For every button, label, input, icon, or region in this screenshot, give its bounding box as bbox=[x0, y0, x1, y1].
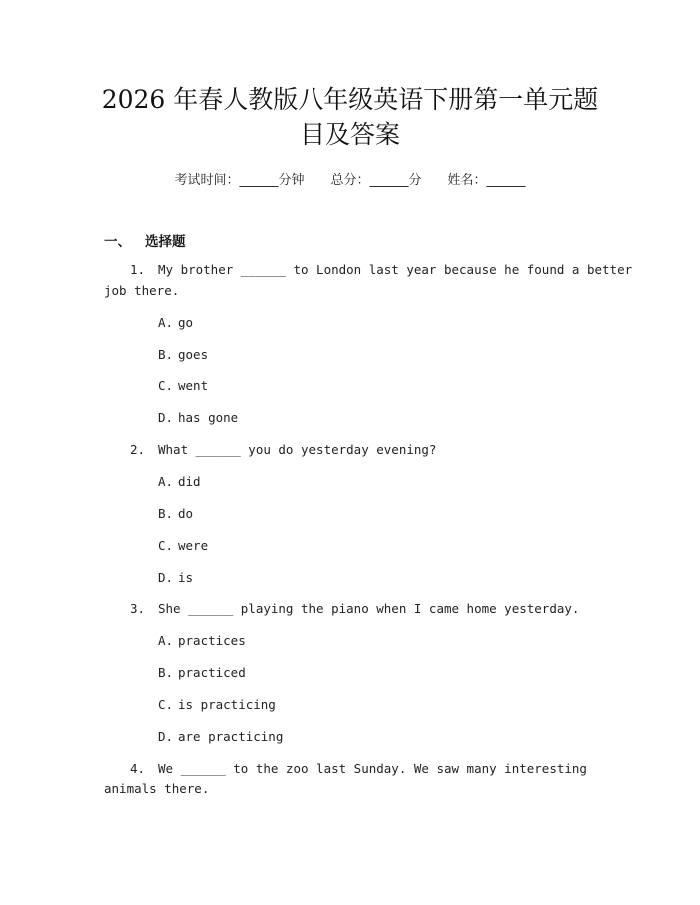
question-2-option-b bbox=[158, 506, 193, 521]
question-3-option-b bbox=[158, 665, 246, 680]
option-text: practices bbox=[178, 633, 246, 648]
question-1-continuation: job there. bbox=[104, 283, 180, 298]
option-text: has gone bbox=[178, 410, 239, 425]
exam-time-label: 考试时间：______分钟 bbox=[174, 173, 305, 188]
question-1 bbox=[130, 262, 632, 277]
question-number: 3. bbox=[130, 601, 146, 616]
question-3-option-c bbox=[158, 697, 276, 712]
question-1-option-b bbox=[158, 347, 208, 362]
question-text: What ______ you do yesterday evening? bbox=[158, 442, 437, 457]
question-3-option-a bbox=[158, 633, 246, 648]
option-letter: A. bbox=[158, 315, 174, 330]
document-title-line-2: 目及答案 bbox=[299, 120, 400, 149]
option-letter: D. bbox=[158, 570, 174, 585]
section-title: 选择题 bbox=[145, 234, 186, 250]
section-number: 一、 bbox=[104, 234, 131, 250]
question-text: My brother ______ to London last year because he found a better bbox=[158, 262, 633, 277]
question-number: 1. bbox=[130, 262, 146, 277]
question-1-option-d bbox=[158, 410, 238, 425]
question-3 bbox=[130, 601, 579, 616]
option-text: practiced bbox=[178, 665, 246, 680]
option-letter: D. bbox=[158, 410, 174, 425]
option-letter: B. bbox=[158, 347, 174, 362]
question-2-option-d bbox=[158, 570, 193, 585]
question-2 bbox=[130, 442, 436, 457]
option-letter: B. bbox=[158, 665, 174, 680]
exam-meta bbox=[0, 169, 700, 188]
question-number: 4. bbox=[130, 761, 146, 776]
option-letter: A. bbox=[158, 474, 174, 489]
option-text: did bbox=[178, 474, 201, 489]
question-1-option-c bbox=[158, 378, 208, 393]
question-2-option-a bbox=[158, 474, 201, 489]
exam-score-label: 总分：______分 bbox=[330, 173, 422, 188]
option-letter: C. bbox=[158, 538, 174, 553]
option-text: goes bbox=[178, 347, 209, 362]
question-4 bbox=[130, 761, 587, 776]
option-letter: A. bbox=[158, 633, 174, 648]
question-1-option-a bbox=[158, 315, 193, 330]
section-heading bbox=[104, 230, 186, 250]
option-text: went bbox=[178, 378, 209, 393]
option-text: go bbox=[178, 315, 194, 330]
exam-name-label: 姓名：______ bbox=[447, 173, 526, 188]
option-text: were bbox=[178, 538, 209, 553]
question-2-option-c bbox=[158, 538, 208, 553]
option-text: are practicing bbox=[178, 729, 284, 744]
option-letter: D. bbox=[158, 729, 174, 744]
option-text: is practicing bbox=[178, 697, 276, 712]
option-text: is bbox=[178, 570, 194, 585]
option-letter: C. bbox=[158, 697, 174, 712]
question-3-option-d bbox=[158, 729, 283, 744]
document-title-line-1: 2026 年春人教版八年级英语下册第一单元题 bbox=[101, 85, 599, 114]
option-letter: C. bbox=[158, 378, 174, 393]
question-4-continuation: animals there. bbox=[104, 781, 210, 796]
question-text: We ______ to the zoo last Sunday. We saw many interesting bbox=[158, 761, 587, 776]
option-letter: B. bbox=[158, 506, 174, 521]
question-text: She ______ playing the piano when I came home yesterday. bbox=[158, 601, 580, 616]
option-text: do bbox=[178, 506, 194, 521]
question-number: 2. bbox=[130, 442, 146, 457]
